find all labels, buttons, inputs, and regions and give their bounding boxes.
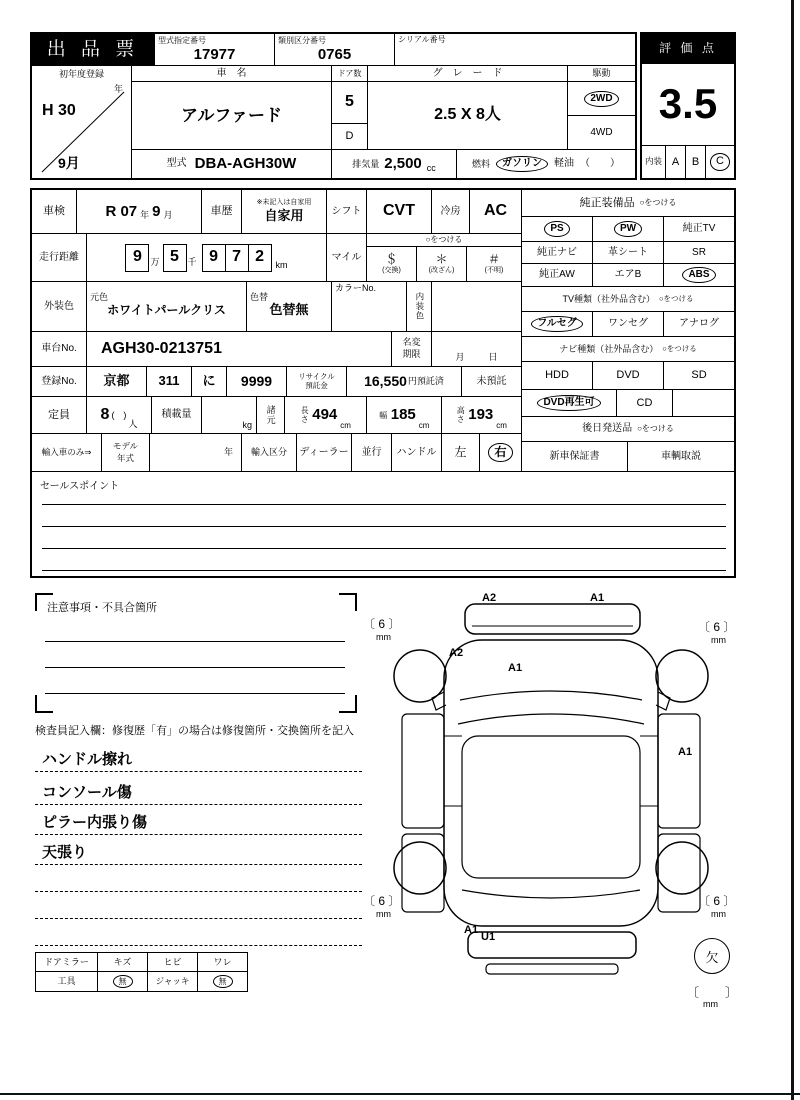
length-unit: cm bbox=[340, 420, 351, 430]
equipment-navi-cell: 純正ナビ bbox=[522, 242, 593, 264]
serial-label: シリアル番号 bbox=[398, 35, 446, 44]
height-value: 193 bbox=[468, 406, 494, 424]
classification-value: 0765 bbox=[317, 46, 352, 64]
registration-kana-cell: に bbox=[192, 367, 227, 397]
serial-cell bbox=[395, 34, 635, 66]
model-year-label: モデル年式 bbox=[112, 441, 139, 463]
grade-value-wrap bbox=[368, 82, 567, 149]
interior-grade-c-selected: C bbox=[710, 153, 730, 170]
color-change-label: 色替 bbox=[250, 291, 269, 302]
tv-type-header: TV種類（社外品含む） bbox=[562, 293, 655, 304]
recycle-label-2: 預託金 bbox=[305, 380, 328, 390]
name-change-label: 名変期限 bbox=[402, 337, 421, 359]
ship-later-mark-note: ○をつける bbox=[637, 424, 674, 434]
media-empty-cell bbox=[673, 390, 734, 417]
shaken-year-suffix: 年 bbox=[140, 210, 150, 221]
sheet-title: 出 品 票 bbox=[32, 34, 155, 66]
width-cell bbox=[367, 397, 442, 434]
doors-value-wrap bbox=[332, 82, 367, 124]
recycle-label-1: リサイクル bbox=[298, 371, 335, 381]
equipment-airbag-cell: エアB bbox=[593, 264, 664, 287]
damage-code-a2-top: A2 bbox=[482, 592, 497, 604]
displacement-cell bbox=[332, 150, 457, 178]
damage-code-u1-rear: U1 bbox=[481, 931, 496, 943]
chassis-number-cell: AGH30-0213751 bbox=[87, 332, 392, 367]
damage-code-a2-front: A2 bbox=[449, 647, 464, 659]
corner-bracket bbox=[339, 695, 357, 713]
navi-type-header-cell bbox=[522, 337, 734, 362]
navi-sd-cell: SD bbox=[664, 362, 734, 390]
drive-cell bbox=[568, 66, 635, 150]
history-value-cell bbox=[242, 190, 327, 234]
interior-grade-b: B bbox=[686, 146, 706, 178]
fuel-label: 燃料 bbox=[471, 158, 490, 169]
sales-rule-line bbox=[42, 548, 726, 549]
handle-right-cell bbox=[480, 434, 522, 472]
missing-part-mark: 欠 bbox=[694, 938, 730, 974]
caution-box-title: 注意事項・不具合箇所 bbox=[47, 602, 157, 614]
equipment-abs-cell bbox=[664, 264, 734, 287]
car-name-label: 車 名 bbox=[216, 67, 247, 79]
tool-none-selected: 無 bbox=[113, 975, 133, 988]
navi-type-mark-note: ○をつける bbox=[662, 343, 697, 353]
shaken-value-cell bbox=[77, 190, 202, 234]
model-code-value: DBA-AGH30W bbox=[194, 155, 297, 173]
defect-rule-line bbox=[35, 864, 362, 865]
recycle-not-deposited-cell: 未預託 bbox=[462, 367, 522, 397]
defect-rule-line bbox=[35, 945, 362, 946]
tv-oneseg-cell: ワンセグ bbox=[593, 312, 664, 337]
history-note: ※未記入は自家用 bbox=[256, 199, 312, 206]
tool-table bbox=[35, 952, 248, 992]
shaken-month-suffix: 月 bbox=[163, 210, 173, 221]
first-registration-cell bbox=[32, 66, 132, 178]
mileage-km-unit: km bbox=[275, 260, 288, 271]
abs-selected: ABS bbox=[682, 267, 715, 283]
door-type: D bbox=[345, 130, 354, 143]
equipment-tv-cell: 純正TV bbox=[664, 217, 734, 242]
shift-value-cell: CVT bbox=[367, 190, 432, 234]
interior-grade-label-cell: 内装 bbox=[642, 146, 666, 178]
displacement-label: 排気量 bbox=[352, 158, 380, 169]
color-change-cell bbox=[247, 282, 332, 332]
equipment-leather-cell: 革シート bbox=[593, 242, 664, 264]
capacity-unit: 人 bbox=[128, 418, 138, 429]
doors-cell bbox=[332, 66, 368, 150]
dollar-symbol: ＄ bbox=[385, 252, 398, 267]
chassis-label-cell: 車台No. bbox=[32, 332, 87, 367]
mileage-sym-tamper-cell bbox=[417, 247, 467, 282]
scan-edge-bottom bbox=[0, 1093, 800, 1095]
navi-hdd-cell: HDD bbox=[522, 362, 593, 390]
cd-cell: CD bbox=[617, 390, 673, 417]
equipment-mark-note: ○をつける bbox=[639, 198, 677, 208]
mm-unit-bottom-right: mm bbox=[711, 909, 726, 919]
asterisk-note: (改ざん) bbox=[428, 266, 455, 274]
sales-rule-line bbox=[42, 526, 726, 527]
mm-unit-top-right: mm bbox=[711, 635, 726, 645]
car-top-view-diagram bbox=[362, 588, 742, 988]
dvd-play-cell bbox=[522, 390, 617, 417]
sales-point-label: セールスポイント bbox=[40, 481, 120, 492]
mileage-digit-2: 7 bbox=[225, 244, 249, 272]
diagonal-slash bbox=[32, 66, 132, 178]
defect-item: ピラー内張り傷 bbox=[42, 814, 148, 831]
mileage-man-unit: 万 bbox=[150, 257, 160, 268]
caution-rule-line bbox=[45, 667, 345, 668]
corner-bracket bbox=[339, 593, 357, 611]
caution-rule-line bbox=[45, 641, 345, 642]
caution-rule-line bbox=[45, 693, 345, 694]
drive-label: 駆動 bbox=[592, 68, 611, 79]
mileage-value-cell bbox=[87, 234, 327, 282]
recycle-deposited-cell bbox=[347, 367, 462, 397]
mileage-digit-sen: 5 bbox=[163, 244, 187, 272]
fuel-gasoline-selected: ガソリン bbox=[496, 156, 548, 172]
month-suffix: 月 bbox=[455, 351, 465, 362]
ps-selected: PS bbox=[544, 221, 569, 237]
interior-color-label-cell: 内装色 bbox=[407, 282, 432, 332]
drive-header bbox=[568, 66, 635, 82]
classification-cell bbox=[275, 34, 395, 66]
asterisk-symbol: ＊ bbox=[435, 252, 448, 267]
shaken-label-cell: 車検 bbox=[32, 190, 77, 234]
defect-item: ハンドル擦れ bbox=[42, 751, 133, 768]
import-parallel-cell: 並行 bbox=[352, 434, 392, 472]
main-detail-block bbox=[30, 188, 736, 578]
load-label-cell: 積載量 bbox=[152, 397, 202, 434]
mileage-label-cell: 走行距離 bbox=[32, 234, 87, 282]
recycle-deposited-suffix: 円預託済 bbox=[407, 376, 444, 387]
model-code-label: 型式 bbox=[166, 158, 187, 170]
navi-type-header: ナビ種類（社外品含む） bbox=[559, 343, 659, 354]
tv-fullseg-cell bbox=[522, 312, 593, 337]
registration-year: H 30 bbox=[42, 102, 76, 119]
ac-value-cell: AC bbox=[470, 190, 522, 234]
hash-note: (不明) bbox=[484, 266, 504, 274]
model-code-cell bbox=[132, 150, 332, 178]
equipment-pw-cell bbox=[593, 217, 664, 242]
mileage-mark-note-cell: ○をつける bbox=[367, 234, 522, 247]
evaluation-block bbox=[640, 32, 736, 180]
mileage-digit-1: 9 bbox=[202, 244, 226, 272]
doors-label: ドア数 bbox=[337, 68, 362, 78]
base-color-label: 元色 bbox=[90, 292, 109, 303]
mileage-digit-3: 2 bbox=[248, 244, 272, 272]
registration-month: 9月 bbox=[58, 154, 80, 171]
import-dealer-cell: ディーラー bbox=[297, 434, 352, 472]
scratch-label: キズ bbox=[98, 953, 148, 972]
defect-rule-line bbox=[35, 918, 362, 919]
door-type-wrap bbox=[332, 124, 367, 149]
shaken-month: 9 bbox=[152, 202, 161, 220]
length-cell bbox=[285, 397, 367, 434]
defect-rule-line bbox=[35, 771, 362, 772]
car-name-value: アルファード bbox=[181, 105, 282, 125]
defect-rule-line bbox=[35, 891, 362, 892]
model-year-value-cell: 年 bbox=[150, 434, 242, 472]
evaluation-header: 評 価 点 bbox=[642, 34, 734, 64]
evaluation-score: 3.5 bbox=[642, 64, 734, 146]
jack-none-cell bbox=[198, 972, 247, 991]
navi-dvd-cell: DVD bbox=[593, 362, 664, 390]
defect-rule-line bbox=[35, 804, 362, 805]
hash-symbol: ＃ bbox=[487, 252, 500, 267]
mileage-sym-unknown-cell bbox=[467, 247, 522, 282]
history-value: 自家用 bbox=[264, 208, 304, 224]
model-year-label-cell bbox=[102, 434, 150, 472]
grade-label: グ レ ー ド bbox=[432, 67, 503, 79]
manual-cell: 車輌取説 bbox=[628, 442, 734, 472]
tv-analog-cell: アナログ bbox=[664, 312, 734, 337]
displacement-unit: cc bbox=[426, 162, 436, 173]
handle-right-selected: 右 bbox=[488, 443, 512, 462]
height-unit: cm bbox=[496, 420, 507, 430]
defect-rule-line bbox=[35, 834, 362, 835]
car-name-header bbox=[132, 66, 331, 82]
equipment-header-cell bbox=[522, 190, 734, 217]
model-designation-cell bbox=[155, 34, 275, 66]
grade-cell bbox=[368, 66, 568, 150]
tread-depth-top-right: 〔 6 〕 bbox=[698, 620, 736, 634]
car-name-cell bbox=[132, 66, 332, 150]
caution-box bbox=[35, 593, 357, 713]
base-color-cell bbox=[87, 282, 247, 332]
mm-unit-blank: mm bbox=[703, 999, 718, 1009]
damage-code-a1-rear: A1 bbox=[464, 924, 479, 936]
length-label: 長さ bbox=[300, 406, 310, 424]
tread-depth-blank: 〔 〕 bbox=[686, 985, 739, 1000]
tread-depth-bottom-left: 〔 6 〕 bbox=[363, 894, 401, 908]
tool-none-cell bbox=[98, 972, 148, 991]
registration-number-cell: 9999 bbox=[227, 367, 287, 397]
fuel-cell bbox=[457, 150, 635, 178]
import-only-label-cell: 輸入車のみ⇒ bbox=[32, 434, 102, 472]
interior-grade-a: A bbox=[666, 146, 686, 178]
corner-bracket bbox=[35, 695, 53, 713]
pw-selected: PW bbox=[614, 221, 642, 237]
damage-code-a1-right: A1 bbox=[678, 746, 693, 758]
interior-grade-c-wrap bbox=[706, 146, 734, 178]
color-no-label: カラーNo. bbox=[335, 283, 377, 293]
registration-area-cell: 京都 bbox=[87, 367, 147, 397]
ship-later-header-cell bbox=[522, 417, 734, 442]
model-designation-value: 17977 bbox=[193, 46, 236, 64]
fuel-diesel: 軽油 bbox=[554, 158, 574, 170]
name-change-label-cell bbox=[392, 332, 432, 367]
load-value-cell: kg bbox=[202, 397, 257, 434]
width-value: 185 bbox=[390, 406, 416, 424]
capacity-paren: ( ) bbox=[111, 409, 127, 420]
name-change-date-cell bbox=[432, 332, 522, 367]
scan-edge-right bbox=[791, 0, 794, 1100]
fullseg-selected: フルセグ bbox=[531, 316, 583, 332]
year-suffix: 年 bbox=[113, 84, 123, 94]
shift-label-cell: シフト bbox=[327, 190, 367, 234]
width-label: 幅 bbox=[378, 410, 388, 420]
height-cell bbox=[442, 397, 522, 434]
mileage-digit-man: 9 bbox=[125, 244, 149, 272]
color-no-cell bbox=[332, 282, 407, 332]
base-color-value: ホワイトパールクリス bbox=[107, 302, 226, 317]
spec-label-cell: 諸元 bbox=[257, 397, 285, 434]
drive-2wd-selected: 2WD bbox=[584, 91, 618, 107]
ac-label-cell: 冷房 bbox=[432, 190, 470, 234]
equipment-sr-cell: SR bbox=[664, 242, 734, 264]
fuel-other-paren: （ ） bbox=[580, 158, 620, 170]
mileage-sym-exchange-cell bbox=[367, 247, 417, 282]
capacity-value-cell bbox=[87, 397, 152, 434]
mm-unit-bottom-left: mm bbox=[376, 909, 391, 919]
classification-label: 類別区分番号 bbox=[278, 36, 326, 46]
sales-rule-line bbox=[42, 570, 726, 571]
equipment-header: 純正装備品 bbox=[579, 196, 635, 209]
sales-rule-line bbox=[42, 504, 726, 505]
dvd-play-selected: DVD再生可 bbox=[537, 395, 600, 411]
main-header-block bbox=[30, 32, 637, 180]
equipment-aw-cell: 純正AW bbox=[522, 264, 593, 287]
ship-later-header: 後日発送品 bbox=[582, 423, 633, 435]
day-suffix: 日 bbox=[488, 351, 498, 362]
displacement-value: 2,500 bbox=[384, 155, 422, 173]
doors-value: 5 bbox=[345, 93, 354, 111]
tv-type-header-cell bbox=[522, 287, 734, 312]
first-registration-label: 初年度登録 bbox=[58, 69, 104, 79]
tread-depth-bottom-right: 〔 6 〕 bbox=[698, 894, 736, 908]
recycle-amount: 16,550 bbox=[364, 373, 407, 390]
crack-label: ヒビ bbox=[148, 953, 198, 972]
capacity-label-cell: 定員 bbox=[32, 397, 87, 434]
jack-none-selected: 無 bbox=[213, 975, 233, 988]
tv-type-mark-note: ○をつける bbox=[658, 293, 694, 303]
handle-left-cell: 左 bbox=[442, 434, 480, 472]
exterior-color-label-cell: 外装色 bbox=[32, 282, 87, 332]
grade-header bbox=[368, 66, 567, 82]
width-unit: cm bbox=[418, 420, 430, 430]
warranty-cell: 新車保証書 bbox=[522, 442, 628, 472]
inspector-note: 検査員記入欄：修復歴「有」の場合は修復箇所・交換箇所を記入 bbox=[35, 725, 354, 737]
length-value: 494 bbox=[312, 406, 338, 424]
shaken-era: R 07 bbox=[105, 202, 138, 220]
break-label: ワレ bbox=[198, 953, 247, 972]
registration-label-cell: 登録No. bbox=[32, 367, 87, 397]
height-label: 高さ bbox=[456, 406, 466, 424]
mileage-sen-unit: 千 bbox=[187, 257, 197, 268]
model-designation-label: 型式指定番号 bbox=[158, 36, 206, 46]
interior-color-value-cell bbox=[432, 282, 522, 332]
damage-code-a1-top: A1 bbox=[590, 592, 605, 604]
drive-4wd-wrap bbox=[568, 116, 635, 149]
tread-depth-top-left: 〔 6 〕 bbox=[363, 617, 401, 631]
defect-item: 天張り bbox=[42, 844, 88, 861]
handle-label-cell: ハンドル bbox=[392, 434, 442, 472]
grade-value: 2.5 X 8人 bbox=[434, 106, 501, 124]
mm-unit-top-left: mm bbox=[376, 632, 391, 642]
defect-item: コンソール傷 bbox=[42, 784, 132, 801]
history-label-cell: 車歴 bbox=[202, 190, 242, 234]
capacity-value: 8 bbox=[100, 405, 110, 423]
import-division-label-cell: 輸入区分 bbox=[242, 434, 297, 472]
drive-2wd-wrap bbox=[568, 82, 635, 116]
damage-code-a1-front: A1 bbox=[508, 662, 523, 674]
jack-label: ジャッキ bbox=[148, 972, 198, 991]
door-mirror-label: ドアミラー bbox=[36, 953, 98, 972]
color-change-value: 色替無 bbox=[269, 302, 309, 318]
mileage-mile-cell: マイル bbox=[327, 234, 367, 282]
car-name-value-wrap bbox=[132, 82, 331, 149]
tool-label: 工具 bbox=[36, 972, 98, 991]
recycle-label-cell bbox=[287, 367, 347, 397]
dollar-note: (交換) bbox=[382, 266, 401, 274]
registration-class-cell: 311 bbox=[147, 367, 192, 397]
doors-header bbox=[332, 66, 367, 82]
drive-4wd: 4WD bbox=[590, 126, 613, 138]
equipment-ps-cell bbox=[522, 217, 593, 242]
